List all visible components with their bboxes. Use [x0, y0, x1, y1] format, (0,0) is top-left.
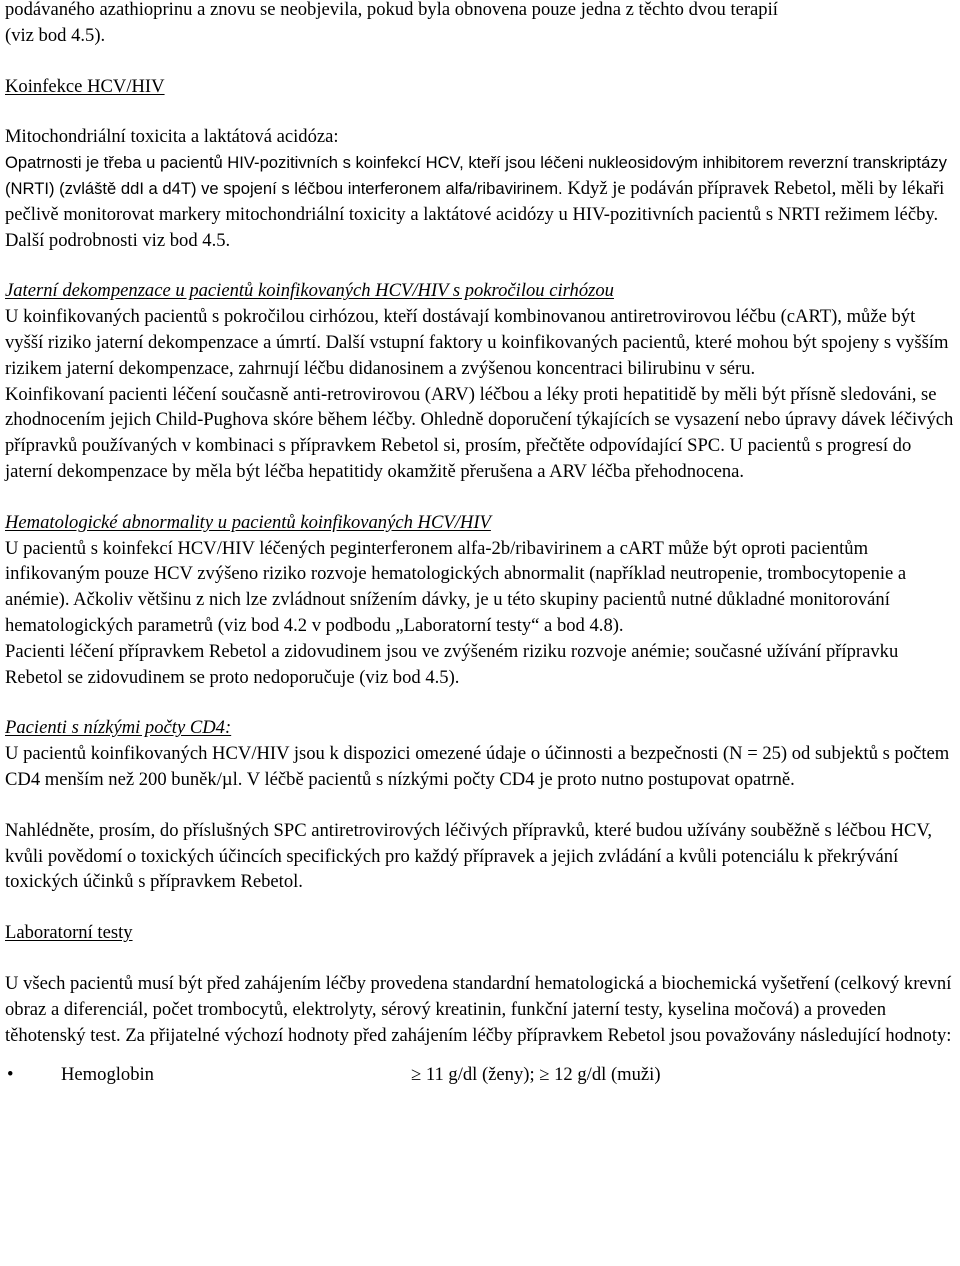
- hepatic-paragraph-1: U koinfikovaných pacientů s pokročilou cirhózou, kteří dostávají kombinovanou antiretrovirovou léčbu (cART), může být vyšší riziko jaterní dekompenzace a úmrtí. Další vstupní faktory u koinfikovaných pacientů, které mohou být spojeny s vyšším rizikem jaterní dekompenzace, zahrnují léčbu didanosinem a zvýšenou koncentraci bilirubinu v séru.: [5, 306, 949, 379]
- mito-title: Mitochondriální toxicita a laktátová acidóza:: [5, 126, 339, 148]
- hematologic-paragraph-1: U pacientů s koinfekcí HCV/HIV léčených peginterferonem alfa-2b/ribavirinem a cART může být oproti pacientům infikovaným pouze HCV zvýšeno riziko rozvoje hematologických abnormalit (například neutropenie, trombocytopenie a anémie). Ačkoliv většinu z nich lze zvládnout snížením dávky, je u této skupiny pacientů nutné důkladné monitorování hematologických parametrů (viz bod 4.2 v podbodu „Laboratorní testy“ a bod 4.8).: [5, 537, 907, 636]
- spc-note: Nahlédněte, prosím, do příslušných SPC antiretrovirových léčivých přípravků, které budou užívány souběžně s léčbou HCV, kvůli povědomí o toxických účincích specifických pro každý přípravek a jejich zvládání a kvůli potenciálu k překrývání toxických účinků s přípravkem Rebetol.: [5, 819, 933, 893]
- hematologic-heading: Hematologické abnormality u pacientů koinfikovaných HCV/HIV: [5, 511, 491, 533]
- mito-text-b: Když je podáván přípravek Rebetol, měli by lékaři pečlivě monitorovat markery mitochondriální toxicity a laktátové acidózy u HIV-pozitivních pacientů s NRTI režimem léčby. Další podrobnosti viz bod 4.5.: [5, 177, 945, 251]
- lab-heading: Laboratorní testy: [5, 922, 133, 944]
- bullet-icon: •: [7, 1064, 14, 1086]
- lab-paragraph: U všech pacientů musí být před zahájením léčby provedena standardní hematologická a biochemická vyšetření (celkový krevní obraz a diferenciál, počet trombocytů, elektrolyty, sérový kreatinin, funkční jaterní testy, kyselina močová) a proveden těhotenský test. Za přijatelné výchozí hodnoty před zahájením léčby přípravkem Rebetol jsou považovány následující hodnoty:: [5, 972, 952, 1046]
- hepatic-heading: Jaterní dekompenzace u pacientů koinfikovaných HCV/HIV s pokročilou cirhózou: [5, 280, 614, 302]
- hematologic-paragraph-2: Pacienti léčení přípravkem Rebetol a zidovudinem jsou ve zvýšeném riziku rozvoje anémie; současné užívání přípravku Rebetol se zidovudinem se proto nedoporučuje (viz bod 4.5).: [5, 640, 899, 688]
- lab-item-value: ≥ 11 g/dl (ženy); ≥ 12 g/dl (muži): [411, 1064, 661, 1086]
- list-item: [5, 1062, 955, 1088]
- hepatic-paragraph-2: Koinfikovaní pacienti léčení současně anti-retrovirovou (ARV) léčbou a léky proti hepatitidě by měli být přísně sledováni, se zhodnocením jejich Child-Pughova skóre během léčby. Ohledně doporučení týkajících se vysazení nebo úpravy dávek léčivých přípravků používaných v kombinaci s přípravkem Rebetol si, prosím, přečtěte odpovídající SPC. U pacientů s progresí do jaterní dekompenzace by měla být léčba hepatitidy okamžitě přerušena a ARV léčba přehodnocena.: [5, 383, 954, 482]
- mito-paragraph: [5, 150, 955, 253]
- coinfection-heading: Koinfekce HCV/HIV: [5, 75, 165, 97]
- mito-text-a: Opatrnosti je třeba u pacientů HIV-pozitivních s koinfekcí HCV, kteří jsou léčeni nukleosidovým inhibitorem reverzní transkriptázy (NRTI) (zvláště ddI a d4T) ve spojení s léčbou interferonem alfa/ribavirinem.: [5, 153, 947, 198]
- lab-item-label: Hemoglobin: [61, 1064, 154, 1086]
- intro-line-1: podávaného azathioprinu a znovu se neobjevila, pokud byla obnovena pouze jedna z těchto dvou terapií: [5, 0, 778, 20]
- intro-line-2: (viz bod 4.5).: [5, 24, 106, 46]
- cd4-paragraph: U pacientů koinfikovaných HCV/HIV jsou k dispozici omezené údaje o účinnosti a bezpečnosti (N = 25) od subjektů s počtem CD4 menším než 200 buněk/µl. V léčbě pacientů s nízkými počty CD4 je proto nutno postupovat opatrně.: [5, 743, 950, 790]
- cd4-heading: Pacienti s nízkými počty CD4:: [5, 717, 232, 739]
- document-page: [5, 0, 955, 1088]
